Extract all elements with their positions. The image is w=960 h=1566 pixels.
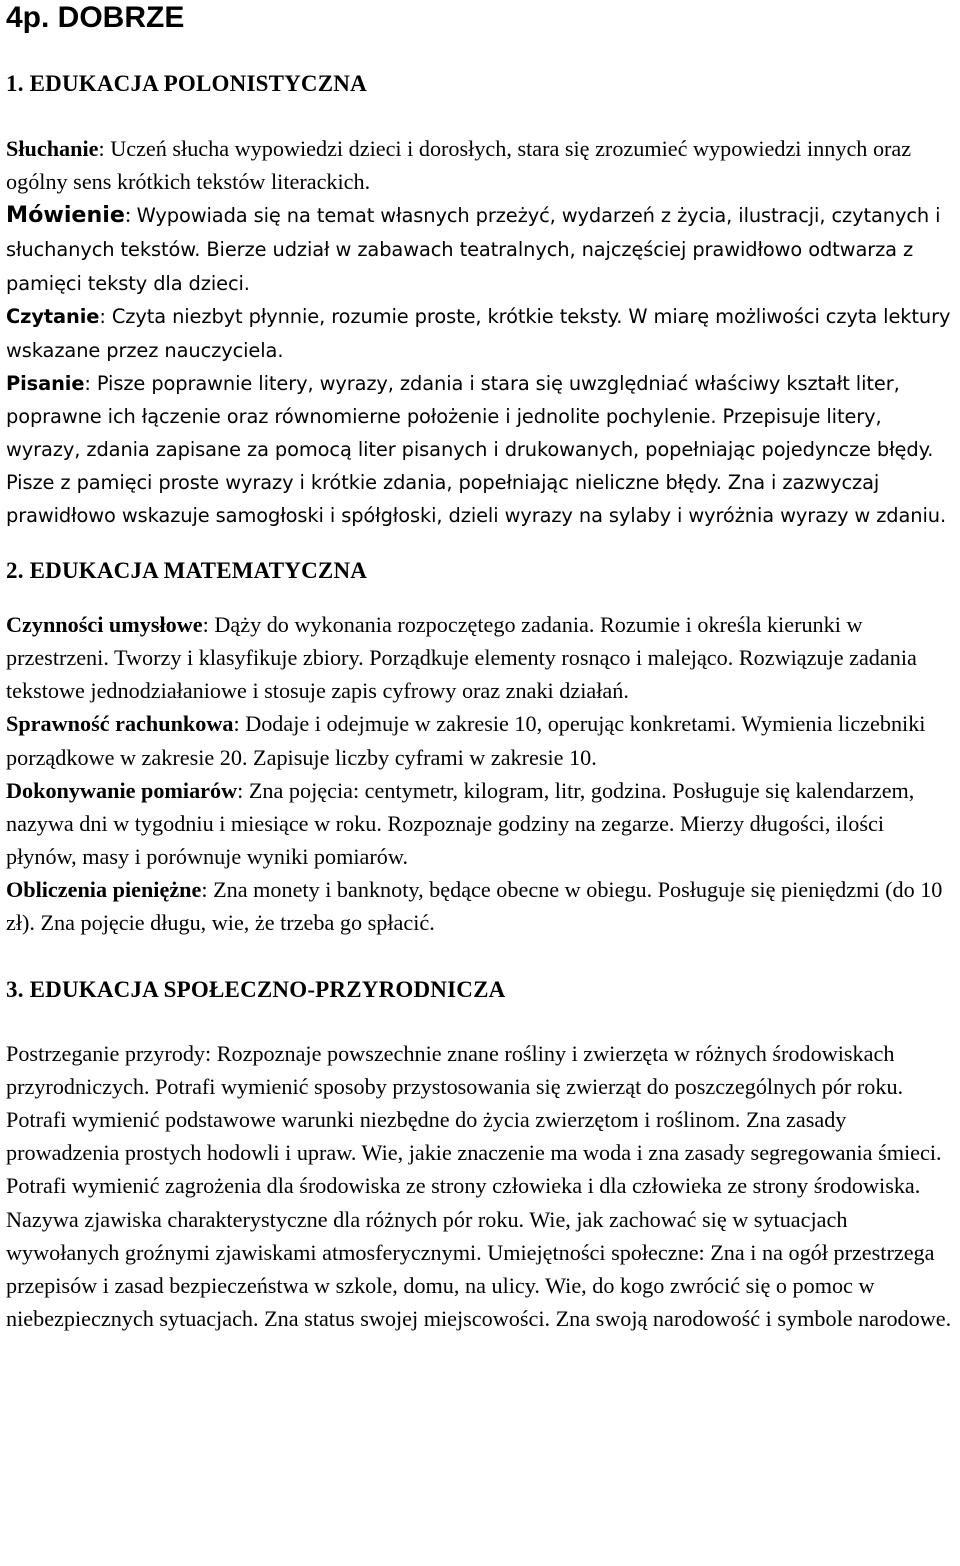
paragraph-text: Zna pojęcia: centymetr, kilogram, litr, godzina. Posługuje się kalendarzem, nazywa dni w tygodniu i miesiące w roku. Rozpoznaje godziny na zegarze. Mierzy długości, ilości płynów, masy i porównuje wyniki pomiarów. [6,777,915,869]
paragraph-przyroda-spoleczne: Postrzeganie przyrody: Rozpoznaje powszechnie znane rośliny i zwierzęta w różnych środowiskach przyrodniczych. Potrafi wymienić sposoby przystosowania się zwierząt do poszczególnych pór roku. Potrafi wymienić podstawowe warunki niezbędne do życia zwierzętom i roślinom. Zna zasady prowadzenia prostych hodowli i upraw. Wie, jakie znaczenie ma woda i zna zasady segregowania śmieci. Potrafi wymienić zagrożenia dla środowiska ze strony człowieka i dla człowieka ze strony środowiska. Nazywa zjawiska charakterystyczne dla różnych pór roku. Wie, jak zachować się w sytuacjach wywołanych groźnymi zjawiskami atmosferycznymi. Umiejętności społeczne: Zna i na ogół przestrzega przepisów i zasad bezpieczeństwa w szkole, domu, na ulicy. Wie, do kogo zwrócić się o pomoc w niebezpiecznych sytuacjach. Zna status swojej miejscowości. Zna swoją narodowość i symbole narodowe. [6,1041,952,1331]
paragraph-obliczenia-pieniezne [6,873,956,939]
paragraph-label: Obliczenia pieniężne [6,876,202,902]
paragraph-label: Dokonywanie pomiarów [6,777,238,803]
section-body-matematyczna [6,608,956,939]
paragraph-mowienie [6,198,956,300]
label-separator: : [84,371,97,395]
label-separator: : [124,202,137,228]
paragraph-label: Słuchanie [6,136,99,161]
paragraph-czytanie [6,300,956,366]
paragraph-pisanie [6,367,956,532]
paragraph-label: Sprawność rachunkowa [6,711,234,737]
section-heading-matematyczna: 2. EDUKACJA MATEMATYCZNA [6,558,368,584]
section-heading-spoleczno-przyrodnicza: 3. EDUKACJA SPOŁECZNO-PRZYRODNICZA [6,977,506,1003]
section-body-polonistyczna [6,132,956,532]
label-separator: : [99,305,112,329]
paragraph-text: Czyta niezbyt płynnie, rozumie proste, krótkie teksty. W miarę możliwości czyta lektury wskazane przez nauczyciela. [6,305,951,362]
label-separator: : [233,711,246,737]
paragraph-label: Pisanie [6,371,85,395]
paragraph-label: Czynności umysłowe [6,612,203,638]
paragraph-text: Dodaje i odejmuje w zakresie 10, operując konkretami. Wymienia liczebniki porządkowe w zakresie 20. Zapisuje liczby cyframi w zakresie 10. [6,711,926,770]
paragraph-text: Pisze poprawnie litery, wyrazy, zdania i stara się uwzględniać właściwy kształt liter, poprawne ich łączenie oraz równomierne położenie i jednolite pochylenie. Przepisuje litery, wyrazy, zdania zapisane za pomocą liter pisanych i drukowanych, popełniając pojedyncze błędy. Pisze z pamięci proste wyrazy i krótkie zdania, popełniając nieliczne błędy. Zna i zazwyczaj prawidłowo wskazuje samogłoski i spółgłoski, dzieli wyrazy na sylaby i wyróżnia wyrazy w zdaniu. [6,371,947,528]
section-body-spoleczno-przyrodnicza [6,1037,956,1335]
label-separator: : [98,136,111,161]
paragraph-text: Wypowiada się na temat własnych przeżyć, wydarzeń z życia, ilustracji, czytanych i słuchanych tekstów. Bierze udział w zabawach teatralnych, najczęściej prawidłowo odtwarza z pamięci teksty dla dzieci. [6,204,941,296]
paragraph-czynnosci-umyslowe [6,608,956,707]
label-separator: : [201,876,214,902]
paragraph-dokonywanie-pomiarow [6,774,956,873]
paragraph-label: Czytanie [6,305,100,329]
paragraph-sluchanie [6,132,956,198]
label-separator: : [237,777,249,803]
section-heading-polonistyczna: 1. EDUKACJA POLONISTYCZNA [6,71,367,96]
paragraph-text: Uczeń słucha wypowiedzi dzieci i dorosłych, stara się zrozumieć wypowiedzi innych oraz ogólny sens krótkich tekstów literackich. [6,136,912,195]
document-title: 4p. DOBRZE [6,1,185,34]
label-separator: : [202,612,215,638]
paragraph-text: Dąży do wykonania rozpoczętego zadania. Rozumie i określa kierunki w przestrzeni. Tworzy i klasyfikuje zbiory. Porządkuje elementy rosnąco i malejąco. Rozwiązuje zadania tekstowe jednodziałaniowe i stosuje zapis cyfrowy oraz znaki działań. [6,612,917,704]
paragraph-sprawnosc-rachunkowa [6,707,956,773]
document-page [6,0,956,1335]
paragraph-label: Mówienie [6,202,125,229]
paragraph-text: Zna monety i banknoty, będące obecne w obiegu. Posługuje się pieniędzmi (do 10 zł). Zna pojęcie długu, wie, że trzeba go spłacić. [6,876,943,935]
